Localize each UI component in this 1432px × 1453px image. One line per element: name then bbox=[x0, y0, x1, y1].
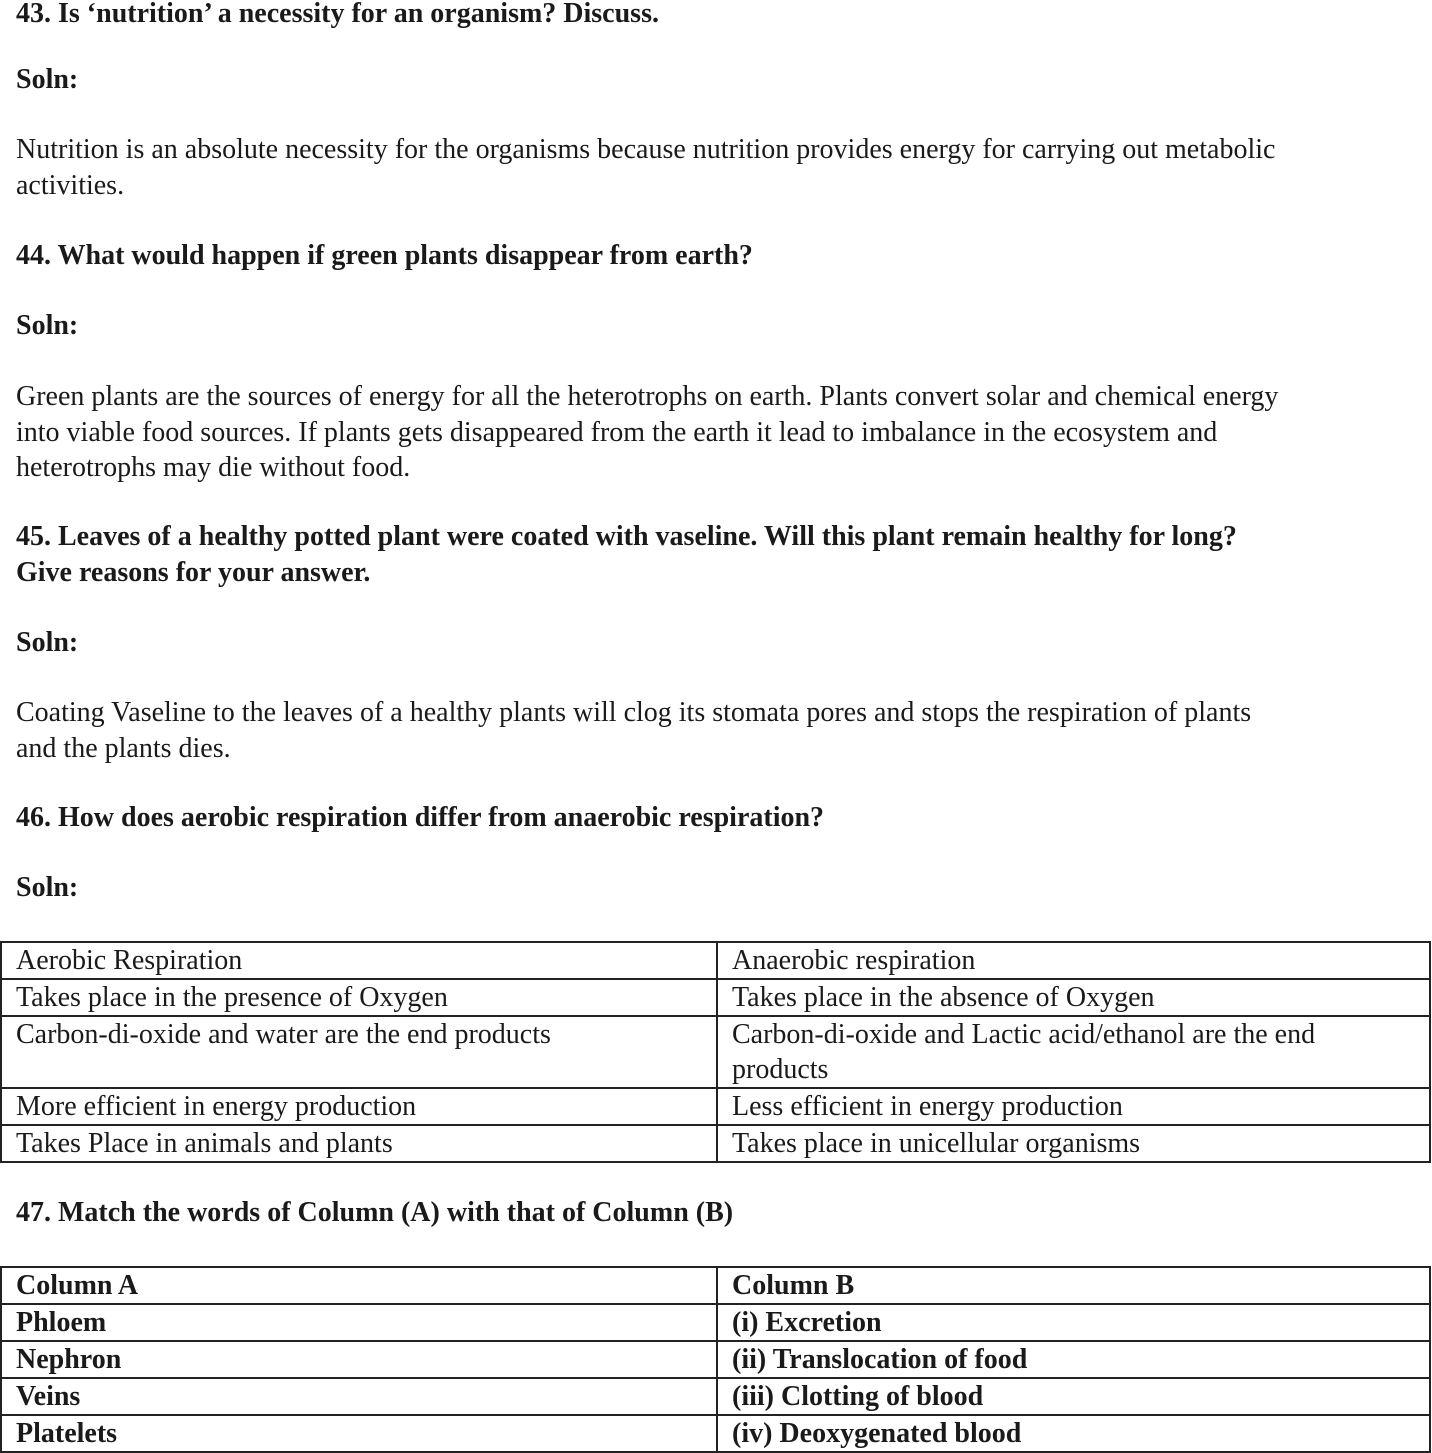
answer-line: and the plants dies. bbox=[16, 732, 231, 764]
table-row bbox=[1, 1125, 1430, 1162]
question-45-title bbox=[16, 519, 1237, 590]
table-cell: More efficient in energy production bbox=[1, 1088, 717, 1125]
table-cell: (iv) Deoxygenated blood bbox=[717, 1415, 1430, 1452]
table-cell: Carbon-di-oxide and Lactic acid/ethanol are the end products bbox=[717, 1016, 1430, 1088]
answer-line: Coating Vaseline to the leaves of a healthy plants will clog its stomata pores and stops the respiration of plants bbox=[16, 697, 1252, 728]
table-cell: Less efficient in energy production bbox=[717, 1088, 1430, 1125]
table-row bbox=[1, 1016, 1430, 1088]
table-cell: (i) Excretion bbox=[717, 1304, 1430, 1341]
table-cell: Platelets bbox=[1, 1415, 717, 1452]
table-cell: Column A bbox=[1, 1267, 717, 1304]
table-cell: Takes place in the absence of Oxygen bbox=[717, 979, 1430, 1016]
table-cell: Veins bbox=[1, 1378, 717, 1415]
question-46-soln-label: Soln: bbox=[16, 872, 79, 903]
match-columns-table bbox=[0, 1266, 1431, 1453]
table-header-row bbox=[1, 942, 1430, 979]
table-row bbox=[1, 1341, 1430, 1378]
title-line: Give reasons for your answer. bbox=[16, 556, 371, 588]
respiration-comparison-table bbox=[0, 941, 1431, 1163]
table-row bbox=[1, 1304, 1430, 1341]
table-row bbox=[1, 979, 1430, 1016]
table-row bbox=[1, 1415, 1430, 1452]
table-cell: Takes place in unicellular organisms bbox=[717, 1125, 1430, 1162]
table-cell: (ii) Translocation of food bbox=[717, 1341, 1430, 1378]
question-45-soln-label: Soln: bbox=[16, 627, 79, 658]
table-cell: Phloem bbox=[1, 1304, 717, 1341]
table-row bbox=[1, 1088, 1430, 1125]
question-45-answer bbox=[16, 695, 1251, 766]
question-46-title: 46. How does aerobic respiration differ from anaerobic respiration? bbox=[16, 802, 825, 833]
question-43-title: 43. Is ‘nutrition’ a necessity for an organism? Discuss. bbox=[16, 0, 659, 29]
question-44-answer bbox=[16, 379, 1278, 486]
answer-line: Green plants are the sources of energy for all the heterotrophs on earth. Plants convert solar and chemical energy bbox=[16, 381, 1279, 412]
answer-line: into viable food sources. If plants gets disappeared from the earth it lead to imbalance in the ecosystem and bbox=[16, 416, 1218, 448]
answer-line: heterotrophs may die without food. bbox=[16, 452, 411, 483]
table-cell: Anaerobic respiration bbox=[717, 942, 1430, 979]
table-cell: Column B bbox=[717, 1267, 1430, 1304]
question-43-answer bbox=[16, 132, 1275, 203]
question-47-title: 47. Match the words of Column (A) with that of Column (B) bbox=[16, 1197, 734, 1228]
answer-line: Nutrition is an absolute necessity for the organisms because nutrition provides energy for carrying out metabolic bbox=[16, 134, 1276, 165]
question-43-soln-label: Soln: bbox=[16, 64, 79, 95]
table-cell: Aerobic Respiration bbox=[1, 942, 717, 979]
table-cell: Carbon-di-oxide and water are the end products bbox=[1, 1016, 717, 1088]
title-line: 45. Leaves of a healthy potted plant were coated with vaseline. Will this plant remain healthy for long? bbox=[16, 521, 1237, 552]
table-header-row bbox=[1, 1267, 1430, 1304]
question-44-soln-label: Soln: bbox=[16, 310, 79, 341]
table-cell: Nephron bbox=[1, 1341, 717, 1378]
table-cell: Takes Place in animals and plants bbox=[1, 1125, 717, 1162]
question-44-title: 44. What would happen if green plants disappear from earth? bbox=[16, 240, 753, 271]
answer-line: activities. bbox=[16, 169, 125, 201]
table-cell: (iii) Clotting of blood bbox=[717, 1378, 1430, 1415]
table-cell: Takes place in the presence of Oxygen bbox=[1, 979, 717, 1016]
table-row bbox=[1, 1378, 1430, 1415]
